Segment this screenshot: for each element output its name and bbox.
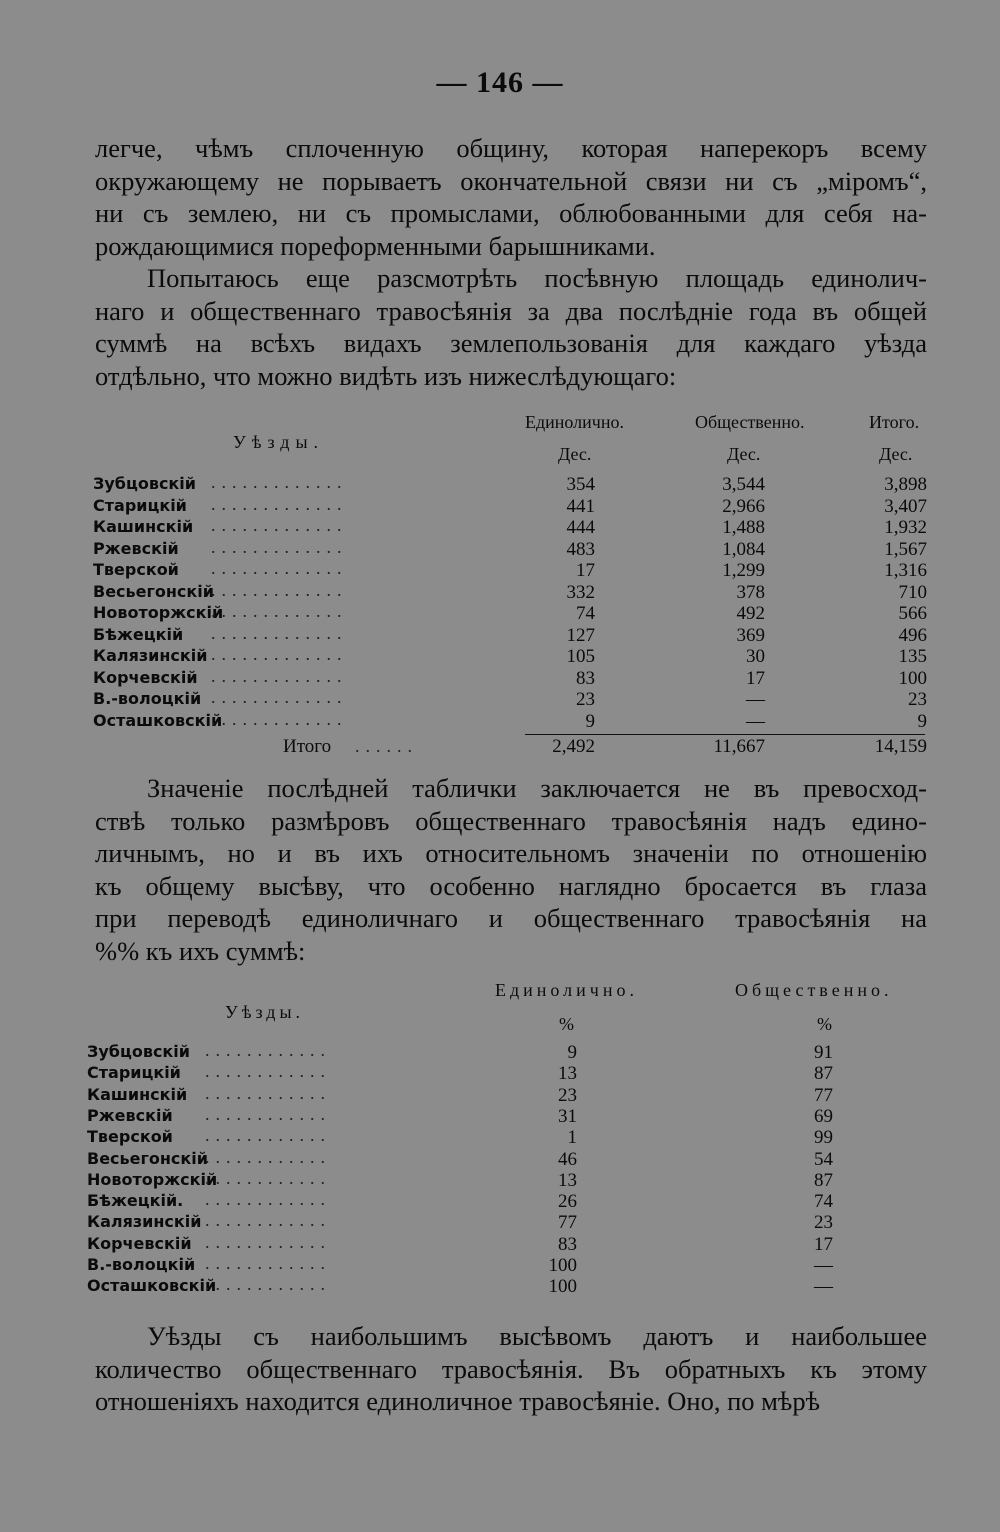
leader-dots: ............. (211, 536, 348, 557)
col1-value: 444 (566, 517, 595, 538)
table-row (87, 1082, 927, 1106)
col1-value: 127 (566, 624, 595, 646)
col2-value: 1,299 (722, 560, 765, 581)
text-line: Попытаюсь еще разсмотрѣть посѣвную площадь единолич- (147, 263, 927, 293)
table1-col2-header: Общественно. (695, 412, 805, 432)
table1-total-col2: 11,667 (713, 736, 765, 757)
table-row (93, 579, 933, 603)
col1-value: 105 (566, 646, 595, 667)
leader-dots: ............ (205, 1103, 331, 1124)
col2-value: 3,544 (722, 474, 765, 495)
district-name: Осташковскій (93, 710, 223, 730)
leader-dots: ............ (205, 1040, 331, 1060)
col2-value: — (746, 689, 765, 710)
leader-dots: ............. (211, 665, 348, 686)
district-name: Корчевскій (93, 667, 198, 687)
text-line: личнымъ, но и въ ихъ относительномъ значеніи по отношенію (95, 838, 927, 868)
district-name: Кашинскій (93, 517, 194, 536)
table2-col1-unit: % (559, 1014, 574, 1034)
col1-value: 13 (558, 1063, 577, 1085)
table2-col2-header: Общественно. (735, 980, 893, 1000)
col2-value: 378 (736, 581, 765, 603)
leader-dots: ............. (211, 472, 348, 492)
table-row (93, 622, 933, 646)
col1-value: 13 (558, 1169, 577, 1191)
col2-value: 74 (814, 1191, 833, 1213)
col3-value: 3,407 (884, 495, 927, 517)
table-row (87, 1063, 927, 1084)
col1-value: 46 (558, 1148, 577, 1170)
table-row (93, 560, 933, 581)
text-line: количество общественнаго травосѣянія. Въ обратныхъ къ этому (95, 1353, 927, 1384)
col3-value: 566 (898, 603, 927, 624)
col2-value: — (746, 710, 765, 732)
col3-value: 496 (898, 624, 927, 646)
table1-col3-header: Итого. (869, 412, 920, 432)
district-name: Зубцовскій (87, 1042, 190, 1061)
leader-dots: ............. (211, 622, 348, 643)
table1-total-rule (525, 734, 925, 735)
paragraph-2 (95, 262, 927, 392)
col3-value: 100 (898, 667, 927, 689)
text-line: окружающему не порываетъ окончательной связи ни съ „міромъ“, (95, 165, 927, 196)
paragraph-4 (95, 1320, 927, 1418)
col3-value: 135 (898, 646, 927, 667)
table-row (87, 1167, 927, 1191)
col1-value: 83 (558, 1233, 577, 1255)
text-line: легче, чѣмъ сплоченную общину, которая наперекоръ всему (95, 133, 927, 163)
leader-dots: ............. (211, 687, 348, 707)
district-name: Калязинскій (87, 1212, 202, 1232)
table2-district-header: Уѣзды. (225, 1002, 305, 1022)
text-line: рождающимися пореформенными барышниками. (95, 230, 656, 261)
table-row (93, 474, 933, 495)
district-name: Старицкій (93, 495, 187, 515)
leader-dots: ............. (211, 708, 348, 729)
table-row (87, 1191, 927, 1212)
col1-value: 100 (548, 1255, 577, 1276)
table-row (87, 1042, 927, 1063)
text-line: суммѣ на всѣхъ видахъ землепользованія для каждаго уѣзда (95, 328, 927, 358)
text-line: при переводѣ единоличнаго и общественнаго травосѣянія на (95, 903, 927, 933)
col3-value: 23 (908, 689, 927, 710)
district-name: Корчевскій (87, 1233, 192, 1253)
col2-value: 91 (814, 1042, 833, 1063)
col1-value: 26 (558, 1191, 577, 1213)
paragraph-1 (95, 132, 927, 262)
leader-dots: ............ (205, 1061, 331, 1082)
district-name: Ржевскій (93, 538, 179, 558)
leader-dots: ............ (205, 1210, 331, 1231)
col1-value: 9 (585, 710, 595, 732)
leader-dots: ............ (205, 1082, 331, 1103)
text-line: отношеніяхъ находится единоличное травосѣяніе. Оно, по мѣрѣ (95, 1386, 820, 1416)
table-row (87, 1212, 927, 1233)
col2-value: 1,084 (722, 538, 765, 560)
col1-value: 332 (566, 581, 595, 603)
table1-total-label: Итого (283, 736, 332, 757)
table1-district-header: Уѣзды. (233, 432, 325, 452)
col1-value: 1 (567, 1127, 577, 1149)
col1-value: 17 (576, 560, 595, 581)
col2-value: 69 (814, 1105, 833, 1127)
district-name: Тверской (87, 1127, 173, 1147)
col2-value: 87 (814, 1169, 833, 1191)
text-line: отдѣльно, что можно видѣть изъ нижеслѣдующаго: (95, 360, 677, 391)
district-name: Весьегонскій (93, 581, 214, 601)
table2-col1-header: Единолично. (495, 980, 638, 1000)
district-name: Бѣжецкій (93, 624, 184, 644)
leader-dots: ............ (205, 1167, 331, 1188)
table-percent-by-district (87, 978, 927, 1308)
col2-value: 17 (814, 1233, 833, 1255)
table-row (93, 689, 933, 710)
table-row (87, 1127, 927, 1148)
col2-value: — (814, 1255, 833, 1276)
district-name: Новоторжскій (93, 603, 224, 622)
table1-total-row (93, 736, 933, 757)
leader-dots: ............. (211, 515, 348, 535)
col2-value: 87 (814, 1063, 833, 1085)
col1-value: 77 (558, 1212, 577, 1234)
col3-value: 1,932 (884, 517, 927, 538)
table1-total-col3: 14,159 (874, 736, 927, 757)
col1-value: 83 (576, 667, 595, 689)
col2-value: 77 (814, 1084, 833, 1106)
table2-col2-unit: % (817, 1014, 832, 1034)
table-row (93, 708, 933, 732)
text-line: Уѣзды съ наибольшимъ высѣвомъ даютъ и наибольшее (147, 1321, 927, 1351)
col1-value: 9 (567, 1042, 577, 1063)
leader-dots: ............ (205, 1189, 331, 1210)
district-name: В.-волоцкій (87, 1255, 196, 1274)
table-row (87, 1146, 927, 1170)
district-name: Кашинскій (87, 1084, 188, 1104)
table-row (87, 1103, 927, 1127)
district-name: Осташковскій (87, 1276, 217, 1296)
district-name: Ржевскій (87, 1105, 173, 1125)
col2-value: 492 (736, 603, 765, 624)
leader-dots: ............ (205, 1125, 331, 1146)
page-number: — 146 — (436, 66, 564, 99)
col2-value: 369 (736, 624, 765, 646)
col3-value: 9 (917, 710, 927, 732)
text-line: Значеніе послѣдней таблички заключается не въ превосход- (147, 773, 927, 803)
col1-value: 441 (566, 495, 595, 517)
text-line: къ общему высѣву, что особенно наглядно бросается въ глаза (95, 870, 927, 901)
table-row (93, 665, 933, 689)
district-name: В.-волоцкій (93, 689, 202, 708)
col1-value: 31 (558, 1105, 577, 1127)
district-name: Тверской (93, 560, 179, 579)
table-row (87, 1255, 927, 1276)
table-row (93, 603, 933, 624)
col1-value: 74 (576, 603, 595, 624)
leader-dots: ............ (205, 1253, 331, 1273)
col1-value: 23 (558, 1084, 577, 1106)
table-row (87, 1276, 927, 1297)
text-line: наго и общественнаго травосѣянія за два послѣдніе года въ общей (95, 295, 927, 326)
text-line: ни съ землею, ни съ промыслами, облюбованными для себя на- (95, 198, 927, 228)
leader-dots: ............. (211, 558, 348, 578)
leader-dots: ............. (211, 493, 348, 514)
col3-value: 1,316 (884, 560, 927, 581)
district-name: Новоторжскій (87, 1169, 218, 1189)
col1-value: 483 (566, 538, 595, 560)
table1-col3-unit: Дес. (879, 444, 913, 464)
table1-col2-unit: Дес. (727, 444, 761, 464)
col2-value: 2,966 (722, 495, 765, 517)
leader-dots: ............. (211, 644, 348, 664)
col1-value: 23 (576, 689, 595, 710)
table1-col1-header: Единолично. (525, 412, 624, 432)
col1-value: 354 (566, 474, 595, 495)
col1-value: 100 (548, 1276, 577, 1298)
leader-dots: ............ (205, 1231, 331, 1252)
col2-value: 23 (814, 1212, 833, 1234)
col2-value: 17 (746, 667, 765, 689)
table1-total-dots: ...... (355, 736, 418, 756)
district-name: Старицкій (87, 1063, 181, 1083)
table-row (93, 517, 933, 538)
col3-value: 1,567 (884, 538, 927, 560)
leader-dots: ............ (205, 1146, 331, 1167)
district-name: Калязинскій (93, 646, 208, 665)
table-row (93, 536, 933, 560)
table-row (93, 646, 933, 667)
col2-value: 30 (746, 646, 765, 667)
district-name: Зубцовскій (93, 474, 196, 493)
district-name: Весьегонскій (87, 1148, 208, 1168)
text-line: %% къ ихъ суммѣ: (95, 935, 306, 966)
leader-dots: ............ (205, 1274, 331, 1295)
table1-col1-unit: Дес. (558, 444, 592, 464)
text-line: ствѣ только размѣровъ общественнаго травосѣянія надъ едино- (95, 805, 927, 836)
district-name: Бѣжецкій. (87, 1191, 184, 1211)
leader-dots: ............. (211, 579, 348, 600)
col2-value: 1,488 (722, 517, 765, 538)
table-area-by-district (93, 408, 933, 768)
col2-value: 54 (814, 1148, 833, 1170)
col2-value: 99 (814, 1127, 833, 1149)
col3-value: 710 (898, 581, 927, 603)
col2-value: — (814, 1276, 833, 1298)
leader-dots: ............. (211, 601, 348, 621)
table1-total-col1: 2,492 (552, 736, 595, 757)
paragraph-3 (95, 772, 927, 967)
col3-value: 3,898 (884, 474, 927, 495)
table-row (87, 1231, 927, 1255)
table-row (93, 493, 933, 517)
